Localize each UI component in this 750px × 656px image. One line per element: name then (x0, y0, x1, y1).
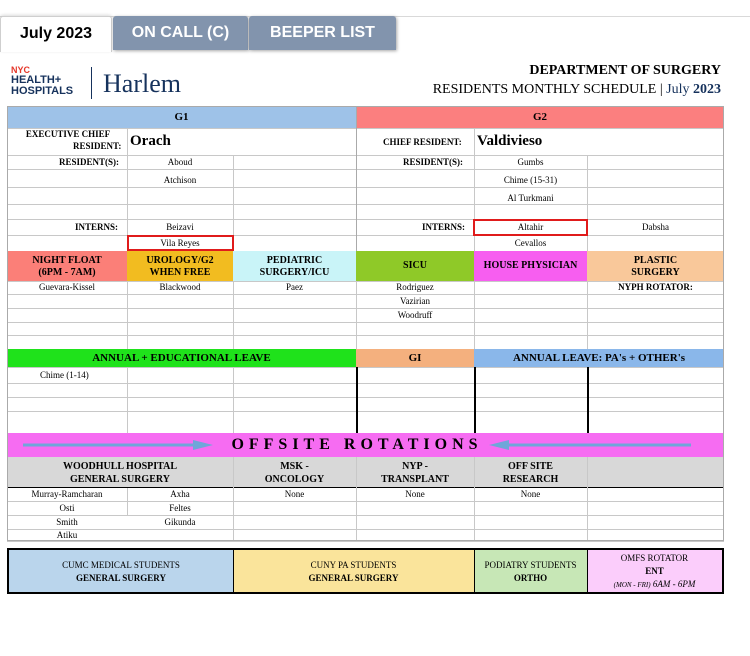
logo-hospitals-text: HOSPITALS (11, 85, 74, 97)
offsite-msk-header: MSK - ONCOLOGY (233, 457, 356, 487)
service-urology: UROLOGY/G2 WHEN FREE (127, 251, 233, 281)
service-night-float: NIGHT FLOAT (6PM - 7AM) (7, 251, 127, 281)
students-podiatry: PODIATRY STUDENTS ORTHO (474, 550, 587, 592)
research-value: None (520, 489, 541, 499)
offsite-research-header: OFF SITE RESEARCH (474, 457, 587, 487)
schedule-year: 2023 (693, 82, 721, 97)
g1-resident-1: Aboud (167, 157, 193, 167)
offsite-banner (7, 433, 724, 457)
g1-chief-label-2: RESIDENT: (73, 141, 122, 151)
woodhull-b-1: Axha (170, 489, 190, 499)
schedule-title (433, 82, 721, 98)
students-cumc: CUMC MEDICAL STUDENTS GENERAL SURGERY (9, 550, 233, 592)
urology-name-1: Blackwood (159, 282, 201, 292)
g1-resident-2: Atchison (163, 175, 197, 185)
service-house-physician: HOUSE PHYSICIAN (474, 251, 587, 281)
g1-intern-2: Vila Reyes (160, 238, 200, 248)
g2-resident-1: Gumbs (517, 157, 544, 167)
leave-name-1: Chime (1-14) (40, 370, 89, 380)
g1-chief-label-1: EXECUTIVE CHIEF (25, 129, 111, 139)
plastic-nyph-rotator: NYPH ROTATOR: (618, 282, 693, 292)
woodhull-a-1: Murray-Ramcharan (31, 489, 103, 499)
schedule-month: July (666, 82, 690, 97)
service-sicu: SICU (356, 251, 474, 281)
schedule-title-text: RESIDENTS MONTHLY SCHEDULE (432, 82, 657, 97)
g2-header: G2 (356, 106, 724, 128)
g1-residents-label: RESIDENT(S): (59, 157, 120, 167)
logo-health-text: HEALTH+ (11, 74, 62, 86)
g1-chief-name: Orach (130, 133, 171, 149)
g2-intern-1: Altahir (517, 222, 544, 232)
highlight-box-altahir (473, 219, 588, 236)
woodhull-a-3: Smith (56, 517, 78, 527)
offsite-woodhull-header: WOODHULL HOSPITAL GENERAL SURGERY (7, 457, 233, 487)
tab-on-call[interactable]: ON CALL (C) (113, 16, 248, 50)
g2-chief-name: Valdivieso (477, 133, 543, 149)
sicu-name-3: Woodruff (397, 310, 433, 320)
service-pediatric: PEDIATRIC SURGERY/ICU (233, 251, 356, 281)
night-float-name-1: Guevara-Kissel (39, 282, 95, 292)
offsite-banner-title: OFFSITE ROTATIONS (231, 436, 483, 453)
g1-header: G1 (7, 106, 356, 128)
schedule-sheet (7, 61, 724, 593)
offsite-nyp-header: NYP - TRANSPLANT (356, 457, 474, 487)
annual-leave-pa-header: ANNUAL LEAVE: PA's + OTHER's (474, 349, 724, 367)
service-plastic: PLASTIC SURGERY (587, 251, 724, 281)
students-cuny: CUNY PA STUDENTS GENERAL SURGERY (233, 550, 474, 592)
g2-residents-label: RESIDENT(S): (403, 157, 464, 167)
gi-header: GI (356, 349, 474, 367)
sicu-name-2: Vazirian (400, 296, 430, 306)
logo-harlem-text: Harlem (103, 69, 181, 98)
g1-interns-label: INTERNS: (75, 222, 119, 232)
logo-divider (91, 67, 92, 99)
highlight-box-vila-reyes (127, 235, 234, 251)
nyp-value: None (405, 489, 425, 499)
g2-resident-3: Al Turkmani (507, 193, 554, 203)
g1-intern-1: Beizavi (166, 222, 194, 232)
g2-intern-col3: Dabsha (642, 222, 669, 232)
woodhull-b-3: Gikunda (164, 517, 196, 527)
g2-chief-label: CHIEF RESIDENT: (383, 137, 462, 147)
department-title: DEPARTMENT OF SURGERY (529, 63, 721, 78)
logo-nyc-text: NYC (11, 65, 31, 75)
g2-intern-2: Cevallos (514, 238, 547, 248)
tab-july-2023[interactable]: July 2023 (0, 16, 112, 52)
msk-value: None (284, 489, 305, 499)
offsite-empty-header (587, 457, 724, 487)
schedule-separator: | (659, 82, 663, 97)
tab-beeper-list[interactable]: BEEPER LIST (249, 16, 396, 50)
woodhull-a-4: Atiku (56, 530, 78, 540)
g2-interns-label: INTERNS: (422, 222, 466, 232)
woodhull-b-2: Feltes (169, 503, 191, 513)
g2-resident-2: Chime (15-31) (503, 175, 558, 185)
woodhull-a-2: Osti (59, 503, 75, 513)
annual-educational-leave-header: ANNUAL + EDUCATIONAL LEAVE (7, 349, 356, 367)
sicu-name-1: Rodriguez (396, 282, 434, 292)
pediatric-name-1: Paez (286, 282, 303, 292)
students-omfs: OMFS ROTATOR ENT (MON - FRI) 6AM - 6PM (587, 550, 722, 592)
